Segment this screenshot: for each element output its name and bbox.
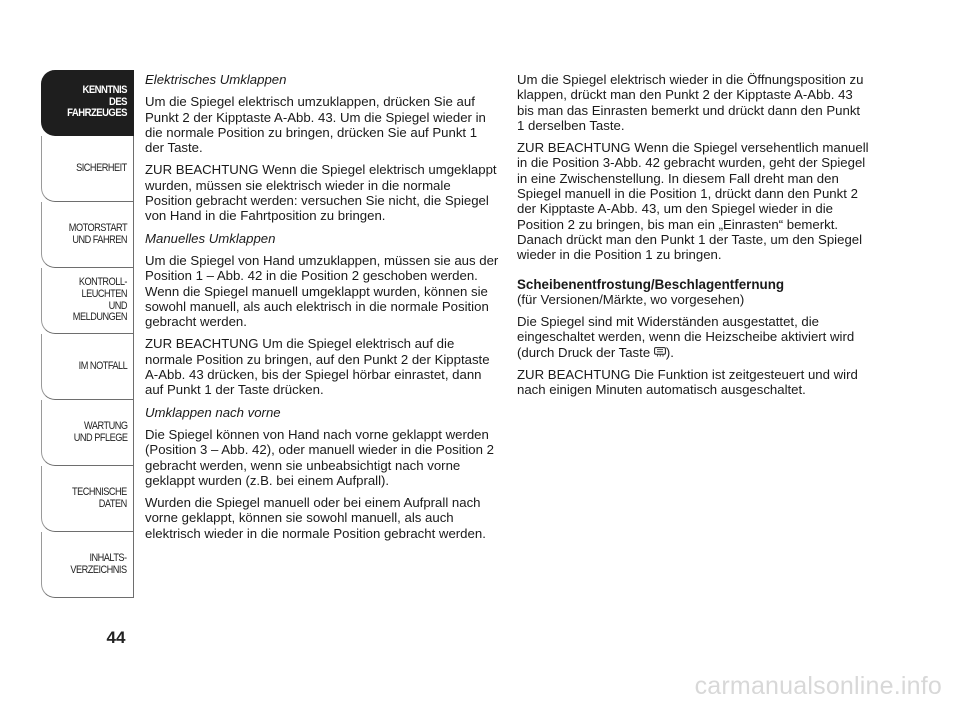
note-paragraph: ZUR BEACHTUNG Um die Spiegel elektrisch auf die normale Position zu bringen, auf den Punkt 2 der Kipptaste A-Abb. 43 drücken, bis der Spiegel hörbar einrastet, dann auf Punkt 1 der Taste drücken. [145, 336, 490, 398]
tab-label: KONTROLL- LEUCHTEN UND MELDUNGEN [72, 276, 127, 324]
paragraph-defrost [517, 314, 871, 360]
tab-motorstart-und-fahren[interactable] [41, 202, 134, 268]
tab-kontrollleuchten[interactable] [41, 268, 134, 334]
note-paragraph: ZUR BEACHTUNG Die Funktion ist zeitgesteuert und wird nach einigen Minuten automatisch ausgeschaltet. [517, 367, 858, 398]
tab-kenntnis-des-fahrzeuges[interactable] [41, 70, 134, 136]
tab-label: INHALTS- VERZEICHNIS [70, 551, 127, 576]
page-number: 44 [106, 628, 126, 647]
tab-label: SICHERHEIT [76, 161, 127, 174]
tab-im-notfall[interactable] [41, 334, 134, 400]
tab-label: MOTORSTART UND FAHREN [68, 221, 127, 246]
section-heading-scheibenentfrostung: Scheibenentfrostung/Beschlagentfernung [517, 276, 785, 292]
tab-label: WARTUNG UND PFLEGE [73, 419, 127, 444]
text-after-icon: ). [665, 344, 674, 360]
section-heading-elektrisches-umklappen: Elektrisches Umklappen [145, 72, 287, 87]
tab-label: TECHNISCHE DATEN [72, 485, 127, 510]
section-heading-manuelles-umklappen: Manuelles Umklappen [145, 230, 276, 246]
right-column [517, 72, 871, 405]
tab-label: IM NOTFALL [78, 359, 127, 372]
section-subheading: (für Versionen/Märkte, wo vorgesehen) [517, 291, 745, 307]
paragraph: Um die Spiegel von Hand umzuklappen, müssen sie aus der Position 1 – Abb. 42 in die Position 2 geschoben werden. Wenn die Spiegel manuell umgeklappt wurden, können sie sowohl manuell, als auch elektrisch in die normale Position gebracht werden. [145, 252, 499, 330]
tab-sicherheit[interactable] [41, 136, 134, 202]
tab-wartung-und-pflege[interactable] [41, 400, 134, 466]
paragraph: Die Spiegel können von Hand nach vorne geklappt werden (Position 3 – Abb. 42), oder manuell wieder in die Position 2 gebracht werden, wenn sie unbeabsichtigt nach vorne geklappt wurden (z.B. bei einem Aufprall). [145, 426, 494, 488]
tab-label: KENNTNIS DES FAHRZEUGES [67, 83, 127, 120]
paragraph: Um die Spiegel elektrisch wieder in die Öffnungsposition zu klappen, drückt man den Punkt 2 der Kipptaste A-Abb. 43 bis man das Einrasten bemerkt und drückt dann den Punkt 1 derselben Taste. [517, 72, 864, 133]
rear-defrost-icon [654, 346, 666, 357]
left-column [145, 72, 499, 548]
chapter-tabs [41, 70, 134, 598]
paragraph: Wurden die Spiegel manuell oder bei einem Aufprall nach vorne geklappt, können sie sowohl manuell, als auch elektrisch wieder in die normale Position gebracht werden. [145, 495, 486, 541]
tab-technische-daten[interactable] [41, 466, 134, 532]
tab-inhaltsverzeichnis[interactable] [41, 532, 134, 598]
paragraph: Um die Spiegel elektrisch umzuklappen, drücken Sie auf Punkt 2 der Kipptaste A-Abb. 43. Um die Spiegel wieder in die normale Position zu bringen, drücken Sie auf Punkt 1 der Taste. [145, 94, 486, 156]
text-before-icon: Die Spiegel sind mit Widerständen ausgestattet, die eingeschaltet werden, wenn die Heizscheibe aktiviert wird (durch Druck der Taste [517, 314, 855, 360]
note-paragraph: ZUR BEACHTUNG Wenn die Spiegel versehentlich manuell in die Position 3-Abb. 42 gebracht wurden, geht der Spiegel in eine Zwischenstellung. In diesem Fall dreht man den Spiegel manuell in die Position 1, drückt dann den Punkt 2 der Kipptaste A-Abb. 43, um den Spiegel wieder in die Position 2 zu bringen, bis man ein „Einrasten“ bemerkt. Danach drückt man den Punkt 1 der Taste, um den Spiegel wieder in die Position 1 zu bringen. [517, 140, 869, 263]
watermark: carmanualsonline.info [694, 672, 942, 700]
section-heading-umklappen-nach-vorne: Umklappen nach vorne [145, 404, 281, 420]
note-paragraph: ZUR BEACHTUNG Wenn die Spiegel elektrisch umgeklappt wurden, müssen sie elektrisch wieder in die normale Position gebracht werden: versuchen Sie nicht, die Spiegel von Hand in die Fahrtposition zu bringen. [145, 162, 497, 224]
